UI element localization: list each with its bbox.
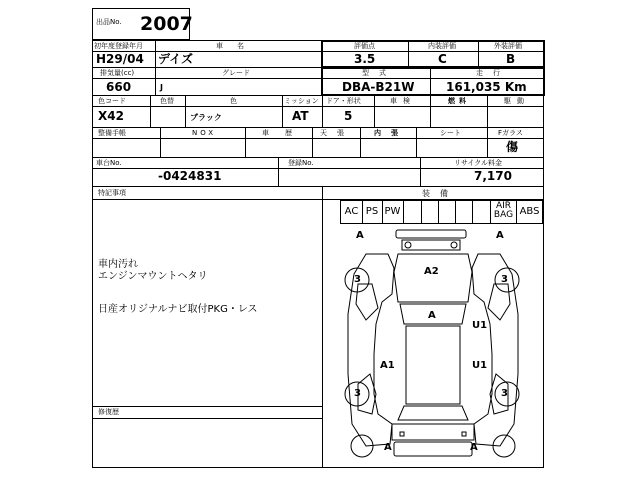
mark-right-front-door: U1: [472, 320, 488, 331]
mark-left-rear-door: A1: [380, 360, 395, 371]
mark-rear-left: A: [384, 442, 392, 453]
equip-ac: AC: [344, 206, 359, 217]
manual-label: 整備手帳: [98, 129, 126, 137]
mark-roof: A: [428, 310, 436, 321]
chassis-label: 車台No.: [96, 159, 122, 167]
transmission-value: AT: [292, 109, 309, 123]
mark-rear-right: A: [470, 442, 478, 453]
interior-trim-label: 内張: [374, 129, 408, 137]
doors-value: 5: [344, 109, 353, 123]
interior-label: 内装評価: [428, 42, 456, 50]
equip-abs: ABS: [519, 206, 540, 217]
history-label: 車歴: [262, 129, 308, 137]
notes-label: 特記事項: [98, 189, 126, 197]
score-label: 評価点: [354, 42, 375, 50]
glass-value: 傷: [506, 140, 519, 154]
lot-number: 2007: [140, 13, 193, 35]
doors-label: ドア・形状: [326, 97, 361, 105]
color-change-label: 色替: [160, 97, 174, 105]
model-label: 型式: [362, 69, 396, 77]
ceiling-label: 天張: [320, 129, 354, 137]
exterior-label: 外装評価: [494, 42, 522, 50]
color-code-label: 色コード: [98, 97, 126, 105]
fuel-label: 燃料: [448, 97, 470, 105]
equip-ps: PS: [365, 206, 379, 217]
transmission-label: ミッション: [284, 97, 319, 105]
reg-label: 登録No.: [288, 159, 314, 167]
car-name-value: デイズ: [158, 52, 194, 66]
color-code-value: X42: [98, 109, 124, 123]
repair-label: 修復歴: [98, 408, 119, 416]
mark-right-rear-door: U1: [472, 360, 488, 371]
recycle-value: 7,170: [474, 169, 512, 183]
color-label: 色: [230, 97, 237, 105]
note-line-2: エンジンマウントヘタリ: [98, 271, 208, 282]
mark-wheel-rr: 3: [501, 388, 508, 399]
first-reg-value: H29/04: [96, 52, 144, 66]
mark-wheel-rl: 3: [354, 388, 361, 399]
grade-label: グレード: [222, 69, 250, 77]
first-reg-label: 初年度登録年月: [94, 42, 143, 50]
mark-wheel-fr: 3: [501, 274, 508, 285]
color-value: ブラック: [190, 113, 222, 122]
equip-pw: PW: [384, 206, 401, 217]
displacement-value: 660: [106, 80, 132, 94]
model-value: DBA-B21W: [342, 80, 415, 94]
car-damage-diagram: [322, 224, 544, 468]
score-value: 3.5: [354, 52, 376, 66]
vehicle-inspection-label: 車検: [390, 97, 416, 105]
car-name-label: 車名: [216, 42, 258, 50]
nox-label: NOX: [192, 129, 217, 137]
note-line-4: 日産オリジナルナビ取付PKG・レス: [98, 304, 258, 315]
displacement-label: 排気量(cc): [100, 69, 135, 77]
mileage-label: 走行: [476, 69, 510, 77]
mark-front-right: A: [496, 230, 504, 241]
drive-label: 駆動: [504, 97, 530, 105]
recycle-label: リサイクル料金: [454, 159, 503, 167]
grade-value: J: [160, 83, 163, 92]
interior-value: C: [438, 52, 447, 66]
mark-wheel-fl: 3: [354, 274, 361, 285]
glass-label: Fガラス: [498, 129, 523, 137]
mark-front-left: A: [356, 230, 364, 241]
seat-label: シート: [440, 129, 461, 137]
equipment-label: 装備: [422, 189, 458, 198]
exterior-value: B: [506, 52, 516, 66]
lot-label: 出品No.: [96, 18, 122, 26]
mileage-value: 161,035 Km: [446, 80, 527, 94]
equip-airbag: AIR BAG: [493, 201, 514, 220]
note-line-1: 車内汚れ: [98, 259, 138, 270]
chassis-value: -0424831: [158, 169, 222, 183]
mark-hood: A2: [424, 266, 439, 277]
